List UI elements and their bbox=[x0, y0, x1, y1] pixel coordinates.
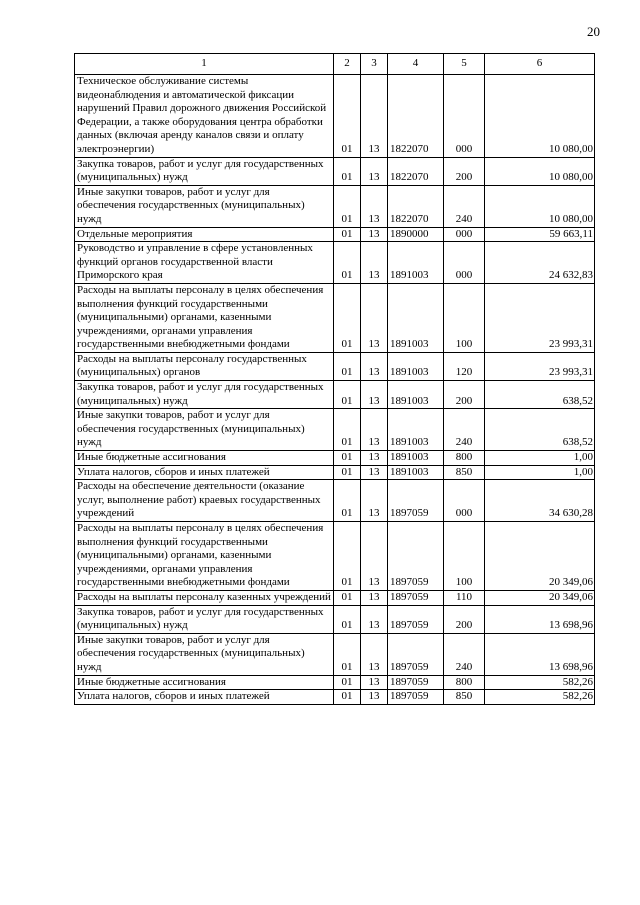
row-subsection: 13 bbox=[361, 522, 388, 591]
row-subsection: 13 bbox=[361, 465, 388, 480]
row-amount: 23 993,31 bbox=[485, 283, 595, 352]
row-expense-type: 240 bbox=[444, 633, 485, 675]
row-section: 01 bbox=[334, 590, 361, 605]
row-amount: 638,52 bbox=[485, 381, 595, 409]
row-section: 01 bbox=[334, 451, 361, 466]
table-row bbox=[75, 227, 595, 242]
row-expense-type: 850 bbox=[444, 690, 485, 705]
row-section: 01 bbox=[334, 605, 361, 633]
header-cell: 4 bbox=[388, 54, 444, 75]
row-amount: 1,00 bbox=[485, 465, 595, 480]
row-name: Расходы на выплаты персоналу в целях обеспечения выполнения функций государственными (муниципальными) органами, казенными учреждениями, органами управления государственными внебюджетными фондами bbox=[75, 283, 334, 352]
row-name: Уплата налогов, сборов и иных платежей bbox=[75, 690, 334, 705]
row-section: 01 bbox=[334, 227, 361, 242]
row-subsection: 13 bbox=[361, 690, 388, 705]
row-section: 01 bbox=[334, 185, 361, 227]
row-subsection: 13 bbox=[361, 185, 388, 227]
header-cell: 5 bbox=[444, 54, 485, 75]
row-expense-type: 100 bbox=[444, 283, 485, 352]
row-amount: 34 630,28 bbox=[485, 480, 595, 522]
row-name: Иные закупки товаров, работ и услуг для обеспечения государственных (муниципальных) нужд bbox=[75, 409, 334, 451]
row-name: Иные закупки товаров, работ и услуг для обеспечения государственных (муниципальных) нужд bbox=[75, 633, 334, 675]
row-subsection: 13 bbox=[361, 381, 388, 409]
row-subsection: 13 bbox=[361, 409, 388, 451]
row-name: Техническое обслуживание системы видеонаблюдения и автоматической фиксации нарушений Правил дорожного движения Российской Федерации, а также оборудования центра обработки данных (включая аренду каналов связи и оплату электроэнергии) bbox=[75, 75, 334, 158]
row-section: 01 bbox=[334, 465, 361, 480]
row-amount: 13 698,96 bbox=[485, 605, 595, 633]
table-row bbox=[75, 409, 595, 451]
row-amount: 638,52 bbox=[485, 409, 595, 451]
row-target-article: 1891003 bbox=[388, 283, 444, 352]
row-section: 01 bbox=[334, 633, 361, 675]
row-expense-type: 120 bbox=[444, 352, 485, 380]
header-row bbox=[75, 54, 595, 75]
row-expense-type: 800 bbox=[444, 451, 485, 466]
row-target-article: 1890000 bbox=[388, 227, 444, 242]
row-target-article: 1891003 bbox=[388, 352, 444, 380]
row-amount: 1,00 bbox=[485, 451, 595, 466]
row-section: 01 bbox=[334, 157, 361, 185]
row-section: 01 bbox=[334, 352, 361, 380]
row-expense-type: 200 bbox=[444, 605, 485, 633]
row-name: Расходы на выплаты персоналу государственных (муниципальных) органов bbox=[75, 352, 334, 380]
table-row bbox=[75, 522, 595, 591]
row-subsection: 13 bbox=[361, 352, 388, 380]
page-number: 20 bbox=[587, 24, 600, 39]
row-expense-type: 000 bbox=[444, 242, 485, 284]
row-section: 01 bbox=[334, 409, 361, 451]
row-section: 01 bbox=[334, 522, 361, 591]
row-section: 01 bbox=[334, 242, 361, 284]
row-subsection: 13 bbox=[361, 227, 388, 242]
row-section: 01 bbox=[334, 690, 361, 705]
row-expense-type: 000 bbox=[444, 75, 485, 158]
table-row bbox=[75, 185, 595, 227]
row-name: Расходы на выплаты персоналу в целях обеспечения выполнения функций государственными (муниципальными) органами, казенными учреждениями, органами управления государственными внебюджетными фондами bbox=[75, 522, 334, 591]
row-amount: 24 632,83 bbox=[485, 242, 595, 284]
row-section: 01 bbox=[334, 283, 361, 352]
row-subsection: 13 bbox=[361, 633, 388, 675]
header-cell: 3 bbox=[361, 54, 388, 75]
row-expense-type: 000 bbox=[444, 227, 485, 242]
row-target-article: 1822070 bbox=[388, 75, 444, 158]
row-expense-type: 200 bbox=[444, 381, 485, 409]
row-expense-type: 240 bbox=[444, 409, 485, 451]
table-row bbox=[75, 590, 595, 605]
row-section: 01 bbox=[334, 675, 361, 690]
row-amount: 13 698,96 bbox=[485, 633, 595, 675]
row-subsection: 13 bbox=[361, 157, 388, 185]
table-row bbox=[75, 675, 595, 690]
row-amount: 20 349,06 bbox=[485, 522, 595, 591]
row-target-article: 1822070 bbox=[388, 157, 444, 185]
table-row bbox=[75, 480, 595, 522]
table-row bbox=[75, 690, 595, 705]
table-row bbox=[75, 381, 595, 409]
row-target-article: 1891003 bbox=[388, 451, 444, 466]
row-section: 01 bbox=[334, 480, 361, 522]
row-subsection: 13 bbox=[361, 451, 388, 466]
row-section: 01 bbox=[334, 75, 361, 158]
row-subsection: 13 bbox=[361, 283, 388, 352]
row-amount: 59 663,11 bbox=[485, 227, 595, 242]
header-cell: 6 bbox=[485, 54, 595, 75]
row-target-article: 1891003 bbox=[388, 381, 444, 409]
row-subsection: 13 bbox=[361, 590, 388, 605]
budget-table bbox=[74, 53, 595, 705]
row-section: 01 bbox=[334, 381, 361, 409]
header-cell: 1 bbox=[75, 54, 334, 75]
row-target-article: 1897059 bbox=[388, 605, 444, 633]
row-expense-type: 800 bbox=[444, 675, 485, 690]
row-subsection: 13 bbox=[361, 675, 388, 690]
row-subsection: 13 bbox=[361, 242, 388, 284]
row-target-article: 1897059 bbox=[388, 675, 444, 690]
row-name: Руководство и управление в сфере установленных функций органов государственной власти Приморского края bbox=[75, 242, 334, 284]
row-amount: 23 993,31 bbox=[485, 352, 595, 380]
row-name: Расходы на обеспечение деятельности (оказание услуг, выполнение работ) краевых государственных учреждений bbox=[75, 480, 334, 522]
row-expense-type: 100 bbox=[444, 522, 485, 591]
table-row bbox=[75, 465, 595, 480]
row-target-article: 1891003 bbox=[388, 465, 444, 480]
row-name: Закупка товаров, работ и услуг для государственных (муниципальных) нужд bbox=[75, 157, 334, 185]
row-amount: 582,26 bbox=[485, 675, 595, 690]
row-target-article: 1822070 bbox=[388, 185, 444, 227]
row-amount: 582,26 bbox=[485, 690, 595, 705]
row-name: Иные бюджетные ассигнования bbox=[75, 451, 334, 466]
row-target-article: 1897059 bbox=[388, 590, 444, 605]
row-name: Расходы на выплаты персоналу казенных учреждений bbox=[75, 590, 334, 605]
row-target-article: 1897059 bbox=[388, 633, 444, 675]
row-target-article: 1891003 bbox=[388, 242, 444, 284]
table-row bbox=[75, 633, 595, 675]
row-expense-type: 240 bbox=[444, 185, 485, 227]
row-amount: 10 080,00 bbox=[485, 75, 595, 158]
table-row bbox=[75, 283, 595, 352]
row-name: Уплата налогов, сборов и иных платежей bbox=[75, 465, 334, 480]
row-amount: 20 349,06 bbox=[485, 590, 595, 605]
row-amount: 10 080,00 bbox=[485, 185, 595, 227]
row-subsection: 13 bbox=[361, 480, 388, 522]
header-cell: 2 bbox=[334, 54, 361, 75]
table-row bbox=[75, 242, 595, 284]
row-name: Иные закупки товаров, работ и услуг для обеспечения государственных (муниципальных) нужд bbox=[75, 185, 334, 227]
row-target-article: 1897059 bbox=[388, 690, 444, 705]
table-row bbox=[75, 605, 595, 633]
row-name: Закупка товаров, работ и услуг для государственных (муниципальных) нужд bbox=[75, 381, 334, 409]
row-target-article: 1897059 bbox=[388, 480, 444, 522]
row-expense-type: 200 bbox=[444, 157, 485, 185]
row-subsection: 13 bbox=[361, 605, 388, 633]
row-amount: 10 080,00 bbox=[485, 157, 595, 185]
row-name: Отдельные мероприятия bbox=[75, 227, 334, 242]
row-expense-type: 000 bbox=[444, 480, 485, 522]
row-expense-type: 850 bbox=[444, 465, 485, 480]
row-target-article: 1891003 bbox=[388, 409, 444, 451]
row-target-article: 1897059 bbox=[388, 522, 444, 591]
table-row bbox=[75, 451, 595, 466]
table-row bbox=[75, 75, 595, 158]
table-row bbox=[75, 157, 595, 185]
row-expense-type: 110 bbox=[444, 590, 485, 605]
table-row bbox=[75, 352, 595, 380]
row-name: Иные бюджетные ассигнования bbox=[75, 675, 334, 690]
row-subsection: 13 bbox=[361, 75, 388, 158]
row-name: Закупка товаров, работ и услуг для государственных (муниципальных) нужд bbox=[75, 605, 334, 633]
